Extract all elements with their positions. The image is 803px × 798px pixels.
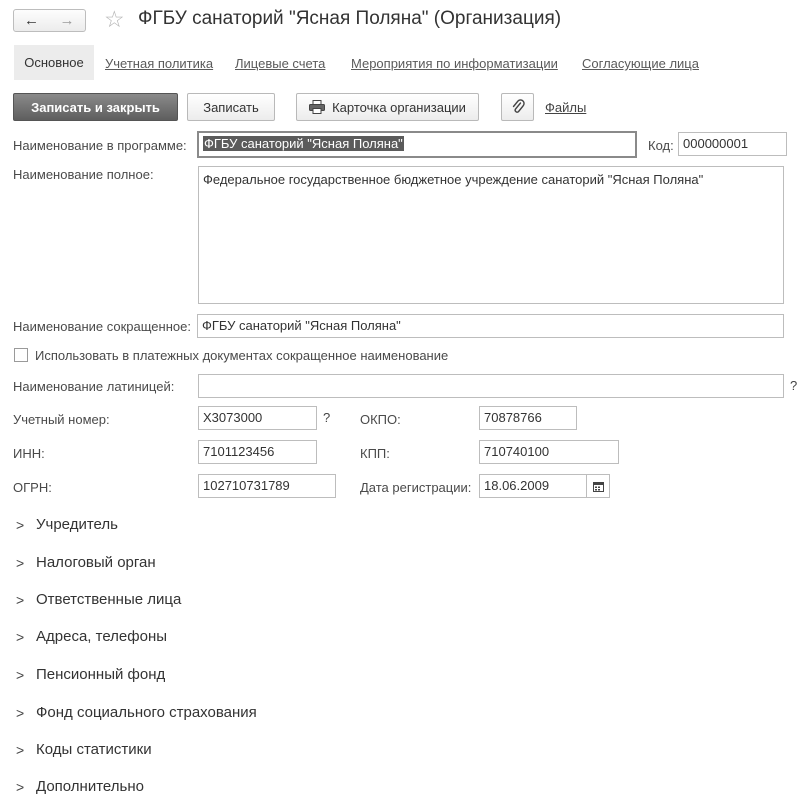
tab-approvers[interactable]: Согласующие лица <box>582 56 699 71</box>
code-input[interactable]: 000000001 <box>678 132 787 156</box>
use-short-name-checkbox[interactable] <box>14 348 28 362</box>
save-button[interactable]: Записать <box>187 93 275 121</box>
latin-name-input[interactable] <box>198 374 784 398</box>
save-and-close-button[interactable]: Записать и закрыть <box>13 93 178 121</box>
chevron-right-icon: > <box>16 516 25 533</box>
program-name-input[interactable] <box>197 131 637 158</box>
latin-name-label: Наименование латиницей: <box>13 379 175 394</box>
inn-label: ИНН: <box>13 446 45 461</box>
reg-number-input[interactable]: Х3073000 <box>198 406 317 430</box>
use-short-name-label: Использовать в платежных документах сокращенное наименование <box>35 348 449 363</box>
group-responsible-persons-label: Ответственные лица <box>36 591 182 608</box>
group-social-insurance-fund[interactable] <box>16 704 257 721</box>
calendar-icon <box>593 481 604 492</box>
forward-button[interactable] <box>49 9 86 32</box>
latin-name-help-icon[interactable]: ? <box>790 378 798 393</box>
group-addresses-phones[interactable] <box>16 628 167 645</box>
paperclip-icon <box>511 99 525 115</box>
arrow-left-icon: ← <box>24 12 39 29</box>
group-additional-label: Дополнительно <box>36 778 144 795</box>
attach-button[interactable] <box>501 93 534 121</box>
tab-informatization[interactable]: Мероприятия по информатизации <box>351 56 558 71</box>
program-name-value: ФГБУ санаторий "Ясная Поляна" <box>204 136 403 151</box>
page-title: ФГБУ санаторий "Ясная Поляна" (Организация) <box>138 8 562 29</box>
chevron-right-icon: > <box>16 628 25 645</box>
program-name-label: Наименование в программе: <box>13 138 187 153</box>
ogrn-label: ОГРН: <box>13 480 52 495</box>
kpp-input[interactable]: 710740100 <box>479 440 619 464</box>
chevron-right-icon: > <box>16 554 25 571</box>
kpp-label: КПП: <box>360 446 390 461</box>
okpo-label: ОКПО: <box>360 412 401 427</box>
reg-number-help-icon[interactable]: ? <box>323 410 331 425</box>
group-tax-authority[interactable] <box>16 554 156 571</box>
tab-accounting-policy[interactable]: Учетная политика <box>105 56 214 71</box>
code-label: Код: <box>648 138 674 153</box>
chevron-right-icon: > <box>16 666 25 683</box>
group-responsible-persons[interactable] <box>16 591 181 608</box>
group-social-insurance-fund-label: Фонд социального страхования <box>36 704 257 721</box>
group-pension-fund-label: Пенсионный фонд <box>36 666 166 683</box>
printer-icon <box>309 100 325 114</box>
organization-card-label: Карточка организации <box>332 99 466 115</box>
group-statistics-codes-label: Коды статистики <box>36 741 152 758</box>
full-name-label: Наименование полное: <box>13 167 154 182</box>
chevron-right-icon: > <box>16 741 25 758</box>
favorite-star-icon[interactable]: ☆ <box>104 6 125 32</box>
files-link[interactable]: Файлы <box>545 100 587 115</box>
group-tax-authority-label: Налоговый орган <box>36 554 156 571</box>
group-additional[interactable] <box>16 778 144 795</box>
ogrn-input[interactable]: 102710731789 <box>198 474 336 498</box>
reg-date-label: Дата регистрации: <box>360 480 472 495</box>
tab-personal-accounts[interactable]: Лицевые счета <box>235 56 326 71</box>
chevron-right-icon: > <box>16 591 25 608</box>
full-name-textarea[interactable]: Федеральное государственное бюджетное учреждение санаторий "Ясная Поляна" <box>198 166 784 304</box>
group-addresses-phones-label: Адреса, телефоны <box>36 628 168 645</box>
back-button[interactable] <box>13 9 50 32</box>
okpo-input[interactable]: 70878766 <box>479 406 577 430</box>
organization-card-button[interactable] <box>296 93 479 121</box>
reg-number-label: Учетный номер: <box>13 412 110 427</box>
chevron-right-icon: > <box>16 778 25 795</box>
short-name-label: Наименование сокращенное: <box>13 319 191 334</box>
reg-date-input[interactable]: 18.06.2009 <box>479 474 587 498</box>
calendar-button[interactable] <box>587 474 610 498</box>
tab-main[interactable]: Основное <box>14 45 94 80</box>
short-name-input[interactable]: ФГБУ санаторий "Ясная Поляна" <box>197 314 784 338</box>
group-founder-label: Учредитель <box>36 516 118 533</box>
group-founder[interactable] <box>16 516 118 533</box>
chevron-right-icon: > <box>16 704 25 721</box>
group-statistics-codes[interactable] <box>16 741 152 758</box>
arrow-right-icon: → <box>59 12 75 29</box>
inn-input[interactable]: 7101123456 <box>198 440 317 464</box>
group-pension-fund[interactable] <box>16 666 165 683</box>
